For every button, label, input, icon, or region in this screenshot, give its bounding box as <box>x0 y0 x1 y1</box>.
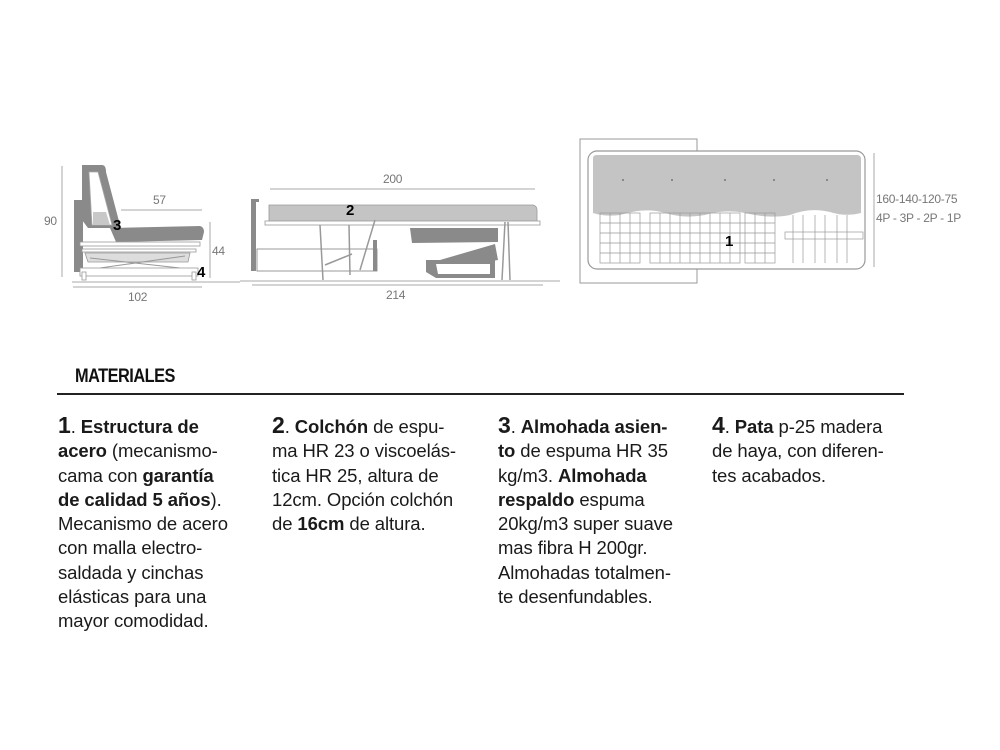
item-number: 2 <box>272 412 285 438</box>
dim-mattress-length: 200 <box>383 172 403 186</box>
part-label-structure: 1 <box>725 233 734 250</box>
dim-sizes: 4P - 3P - 2P - 1P <box>876 211 961 225</box>
material-item-1: 1. Estructura de acero (mecanismo- cama con garantía de calidad 5 años). Mecanismo de acero con malla electro- saldada y cinchas elásticas para una mayor comodidad. <box>58 412 228 632</box>
sofa-side-view-drawing <box>40 150 240 310</box>
title-divider <box>57 393 904 395</box>
open-bed-diagram <box>240 160 560 310</box>
item-number: 3 <box>498 412 511 438</box>
material-item-2: 2. Colchón de espu- ma HR 23 o viscoelás- tica HR 25, altura de 12cm. Opción colchón de 16cm de altura. <box>272 412 456 535</box>
side-view-diagram <box>40 150 240 310</box>
dim-total-length: 214 <box>386 288 406 302</box>
dim-seat-depth: 57 <box>153 193 166 207</box>
dim-height: 90 <box>44 214 57 228</box>
dim-widths: 160-140-120-75 <box>876 192 958 206</box>
part-label-cushion: 3 <box>113 217 122 234</box>
part-label-mattress: 2 <box>346 202 355 219</box>
sofa-bed-top-view-drawing <box>575 135 880 285</box>
item-number: 1 <box>58 412 71 438</box>
dim-depth: 102 <box>128 290 148 304</box>
material-item-3: 3. Almohada asien- to de espuma HR 35 kg/m3. Almohada respaldo espuma 20kg/m3 super suave mas fibra H 200gr. Almohadas totalmen- te desenfundables. <box>498 412 673 608</box>
dim-seat-height: 44 <box>212 244 225 258</box>
top-view-diagram <box>575 135 880 285</box>
materials-title: MATERIALES <box>75 366 175 387</box>
item-number: 4 <box>712 412 725 438</box>
material-item-4: 4. Pata p-25 madera de haya, con diferen- tes acabados. <box>712 412 884 486</box>
part-label-leg: 4 <box>197 264 206 281</box>
